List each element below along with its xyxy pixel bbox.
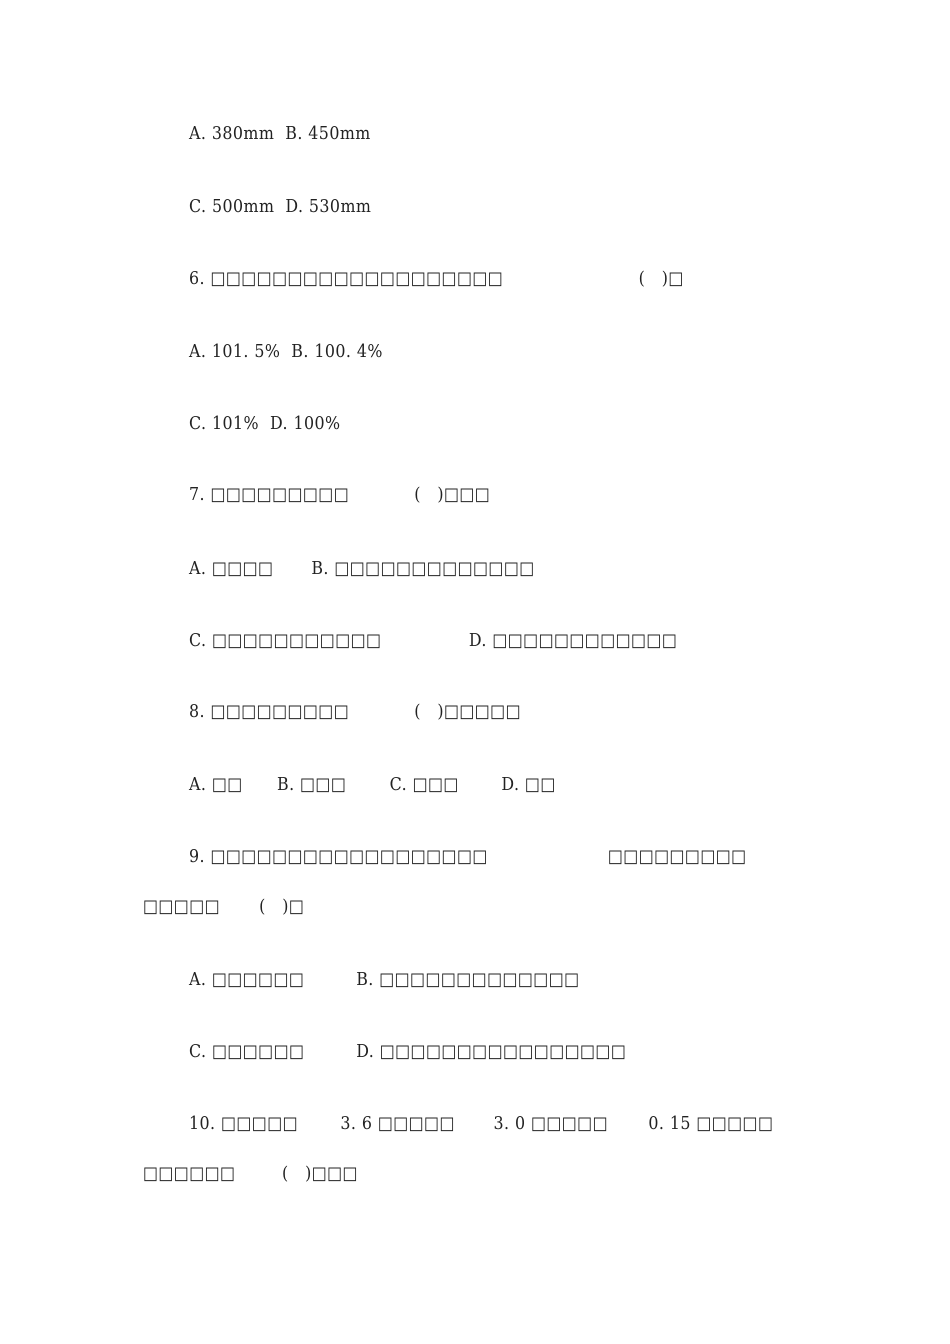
question-9-wrap: [143, 894, 305, 920]
option-a: A. □□: [189, 774, 243, 795]
option-d: D. □□□□□□□□□□□□□□□□: [356, 1041, 627, 1062]
option-d: D. □□: [501, 774, 556, 795]
option-c: C. □□□□□□□□□□□: [189, 630, 382, 651]
option-b: B. □□□□□□□□□□□□□: [356, 969, 580, 990]
option-text: A. 380mm B. 450mm: [189, 123, 371, 144]
option-c: C. □□□: [389, 774, 459, 795]
option-line-7-ab: [189, 556, 535, 582]
option-line-8: [189, 772, 556, 798]
option-line-7-cd: [189, 628, 678, 654]
answer-blank: ( )□: [638, 268, 684, 289]
question-stem: 7. □□□□□□□□□: [189, 484, 350, 505]
option-text: A. 101. 5% B. 100. 4%: [189, 341, 383, 362]
option-line-6-cd: [189, 411, 341, 437]
option-a: A. □□□□□□: [189, 969, 305, 990]
answer-blank: ( )□□□: [282, 1163, 358, 1184]
question-stem-cont: 0. 15 □□□□□: [648, 1113, 774, 1134]
question-stem-cont: □□□□□: [143, 896, 221, 917]
question-stem: 8. □□□□□□□□□: [189, 701, 350, 722]
question-9: [189, 844, 747, 870]
option-text: C. 500mm D. 530mm: [189, 196, 372, 217]
question-10: [189, 1111, 774, 1137]
answer-blank: ( )□□□□□: [414, 701, 521, 722]
question-stem-cont: □□□□□□□□□: [607, 846, 747, 867]
question-stem-cont: 3. 0 □□□□□: [493, 1113, 608, 1134]
option-line-5-cd: [189, 194, 372, 220]
answer-blank: ( )□□□: [414, 484, 491, 505]
question-stem-cont: 3. 6 □□□□□: [340, 1113, 455, 1134]
option-line-5-ab: [189, 121, 371, 147]
option-line-9-cd: [189, 1039, 627, 1065]
question-7: [189, 482, 491, 508]
question-8: [189, 699, 521, 725]
option-b: B. □□□□□□□□□□□□□: [311, 558, 535, 579]
option-d: D. □□□□□□□□□□□□: [468, 630, 678, 651]
question-stem: 10. □□□□□: [189, 1113, 299, 1134]
question-6: [189, 266, 684, 292]
option-c: C. □□□□□□: [189, 1041, 305, 1062]
question-10-wrap: [143, 1161, 358, 1187]
answer-blank: ( )□: [259, 896, 305, 917]
option-line-9-ab: [189, 967, 580, 993]
option-b: B. □□□: [277, 774, 347, 795]
question-stem-cont: □□□□□□: [143, 1163, 236, 1184]
option-line-6-ab: [189, 339, 383, 365]
option-text: C. 101% D. 100%: [189, 413, 341, 434]
question-stem: 9. □□□□□□□□□□□□□□□□□□: [189, 846, 488, 867]
question-stem: 6. □□□□□□□□□□□□□□□□□□□: [189, 268, 504, 289]
option-a: A. □□□□: [189, 558, 274, 579]
